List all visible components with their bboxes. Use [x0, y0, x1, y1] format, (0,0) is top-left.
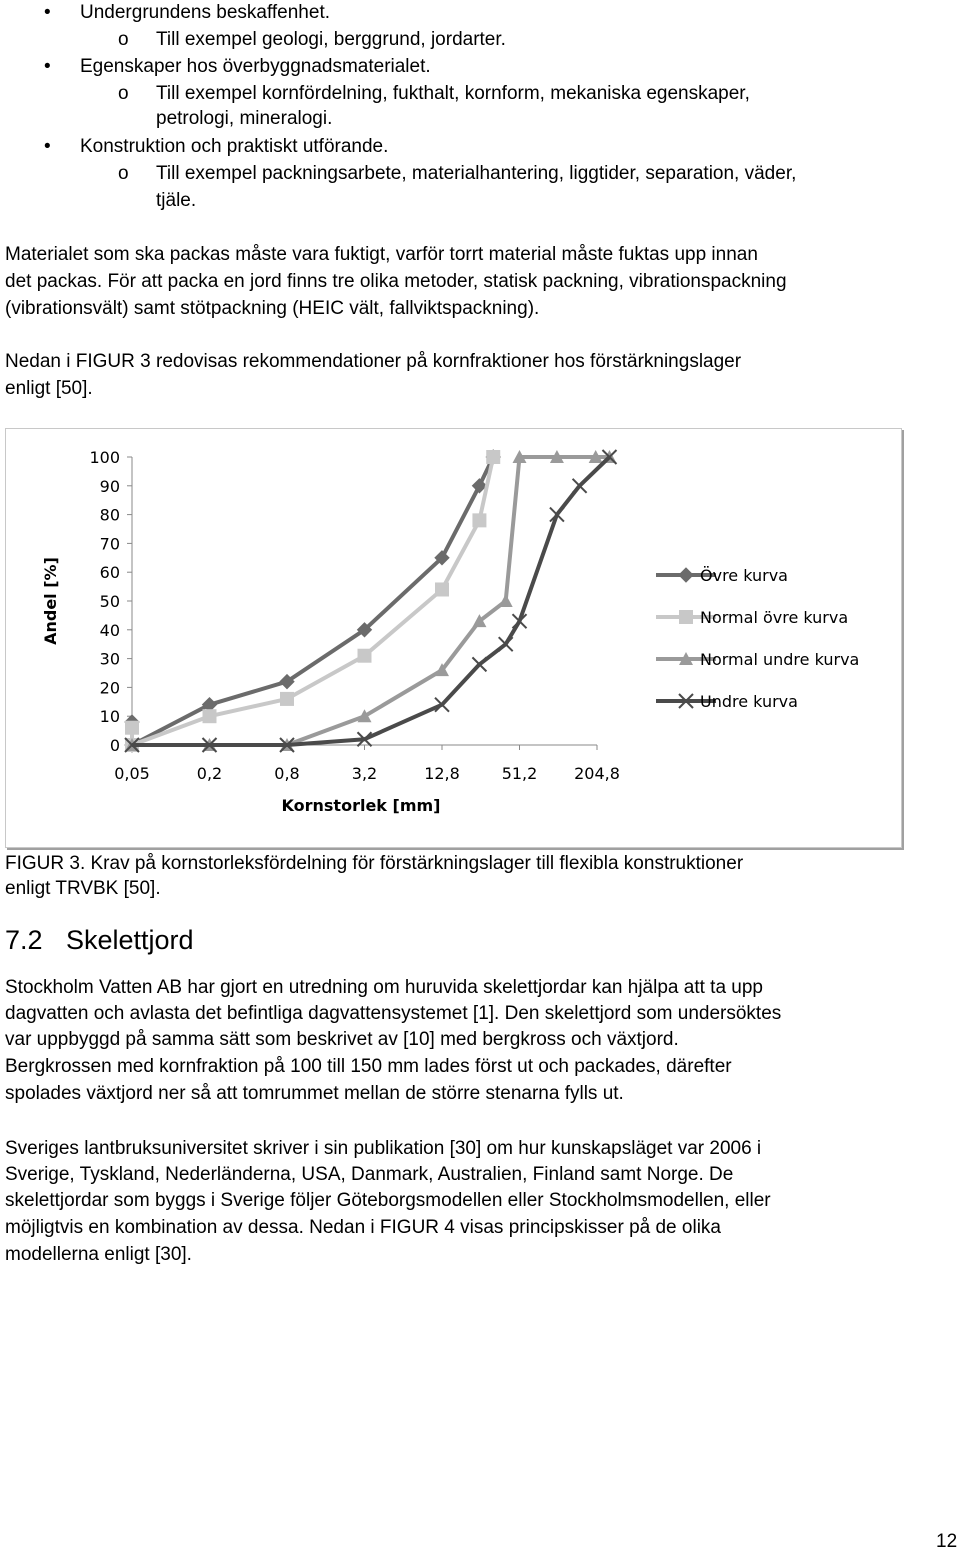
- series-line: [132, 457, 610, 745]
- y-tick-label: 0: [109, 736, 120, 755]
- square-marker: [435, 582, 449, 596]
- y-tick-label: 70: [99, 534, 120, 554]
- series-line: [132, 457, 610, 745]
- x-tick-label: 51,2: [501, 764, 538, 783]
- bullet-text: Egenskaper hos överbyggnadsmaterialet.: [80, 56, 431, 77]
- sub-bullet-marker: o: [118, 83, 129, 104]
- paragraph-line: spolades växtjord ner så att tomrummet mellan de större stenarna fylls ut.: [5, 1083, 624, 1104]
- legend-label: Undre kurva: [700, 692, 798, 711]
- series-triangle: [125, 450, 616, 751]
- page-number: 12: [936, 1531, 958, 1552]
- legend-label: Övre kurva: [700, 566, 788, 585]
- grain-size-chart: [6, 429, 901, 847]
- y-tick-label: 100: [89, 448, 120, 467]
- paragraph-line: Nedan i FIGUR 3 redovisas rekommendationer på kornfraktioner hos förstärkningslager: [5, 351, 742, 372]
- paragraph-line: Sverige, Tyskland, Nederländerna, USA, Danmark, Australien, Finland samt Norge. De: [5, 1164, 734, 1185]
- bullet-text: Konstruktion och praktiskt utförande.: [80, 136, 389, 157]
- paragraph-line: Stockholm Vatten AB har gjort en utredning om huruvida skelettjordar kan hjälpa att ta upp: [5, 977, 763, 998]
- paragraph-line: var uppbyggd på samma sätt som beskrivet av [10] med bergkross och växtjord.: [5, 1029, 679, 1050]
- legend-item: [656, 650, 859, 669]
- bullet-marker: •: [44, 136, 51, 157]
- paragraph-line: modellerna enligt [30].: [5, 1244, 192, 1265]
- y-tick-label: 30: [99, 649, 120, 669]
- y-tick-label: 90: [99, 476, 120, 496]
- bullet-text: Undergrundens beskaffenhet.: [80, 2, 330, 23]
- bullet-marker: •: [44, 2, 51, 23]
- square-marker: [679, 610, 693, 624]
- chart-frame: [5, 428, 902, 848]
- square-marker: [472, 513, 486, 527]
- x-tick-label: 3,2: [351, 764, 378, 783]
- paragraph-line: Materialet som ska packas måste vara fuktigt, varför torrt material måste fuktas upp innan: [5, 244, 758, 265]
- paragraph-line: Sveriges lantbruksuniversitet skriver i sin publikation [30] om hur kunskapsläget var 2006 i: [5, 1138, 762, 1159]
- legend-item: [656, 566, 788, 585]
- y-tick-label: 20: [99, 678, 120, 698]
- paragraph-line: skelettjordar som byggs i Sverige följer Göteborgsmodellen eller Stockholmsmodellen, eller: [5, 1190, 771, 1211]
- x-tick-label: 204,8: [574, 764, 620, 783]
- x-tick-label: 0,2: [196, 764, 223, 783]
- sub-bullet-text: Till exempel kornfördelning, fukthalt, kornform, mekaniska egenskaper,: [156, 83, 750, 104]
- square-marker: [203, 709, 217, 723]
- sub-bullet-text-cont: tjäle.: [156, 190, 197, 211]
- sub-bullet-text-cont: petrologi, mineralogi.: [156, 108, 333, 129]
- x-tick-label: 12,8: [424, 764, 460, 783]
- y-tick-label: 80: [99, 505, 120, 525]
- caption-line: enligt TRVBK [50].: [5, 878, 161, 899]
- diamond-marker: [679, 568, 693, 582]
- square-marker: [486, 450, 500, 464]
- paragraph-line: dagvatten och avlasta det befintliga dagvattensystemet [1]. Den skelettjord som undersöktes: [5, 1003, 782, 1024]
- bullet-marker: •: [44, 56, 51, 77]
- sub-bullet-text: Till exempel packningsarbete, materialhantering, liggtider, separation, väder,: [156, 163, 797, 184]
- x-axis-title: Kornstorlek [mm]: [281, 796, 441, 815]
- y-tick-label: 40: [99, 620, 120, 640]
- caption-line: FIGUR 3. Krav på kornstorleksfördelning för förstärkningslager till flexibla konstruktioner: [5, 853, 744, 874]
- sub-bullet-marker: o: [118, 163, 129, 184]
- square-marker: [358, 649, 372, 663]
- legend-label: Normal övre kurva: [700, 608, 849, 627]
- x-tick-label: 0,8: [274, 764, 300, 783]
- x-tick-label: 0,05: [114, 764, 150, 783]
- section-title: Skelettjord: [66, 925, 194, 955]
- paragraph-line: möjligtvis en kombination av dessa. Nedan i FIGUR 4 visas principskisser på de olika: [5, 1217, 721, 1238]
- y-axis-title: Andel [%]: [41, 557, 60, 645]
- legend-label: Normal undre kurva: [700, 650, 860, 669]
- paragraph-line: det packas. För att packa en jord finns tre olika metoder, statisk packning, vibrationspackning: [5, 271, 787, 292]
- paragraph-line: Bergkrossen med kornfraktion på 100 till 150 mm lades först ut och packades, därefter: [5, 1056, 732, 1077]
- sub-bullet-text: Till exempel geologi, berggrund, jordarter.: [156, 29, 506, 50]
- paragraph-line: (vibrationsvält) samt stötpackning (HEIC vält, fallviktspackning).: [5, 298, 540, 319]
- series-x: [125, 450, 616, 752]
- paragraph-line: enligt [50].: [5, 378, 93, 399]
- triangle-marker: [499, 594, 513, 607]
- y-tick-label: 10: [99, 707, 120, 727]
- square-marker: [125, 721, 139, 735]
- y-tick-label: 60: [99, 563, 120, 583]
- sub-bullet-marker: o: [118, 29, 129, 50]
- legend-item: [656, 692, 798, 711]
- section-number: 7.2: [5, 925, 43, 955]
- legend-item: [656, 608, 848, 627]
- square-marker: [280, 692, 294, 706]
- y-tick-label: 50: [99, 592, 120, 611]
